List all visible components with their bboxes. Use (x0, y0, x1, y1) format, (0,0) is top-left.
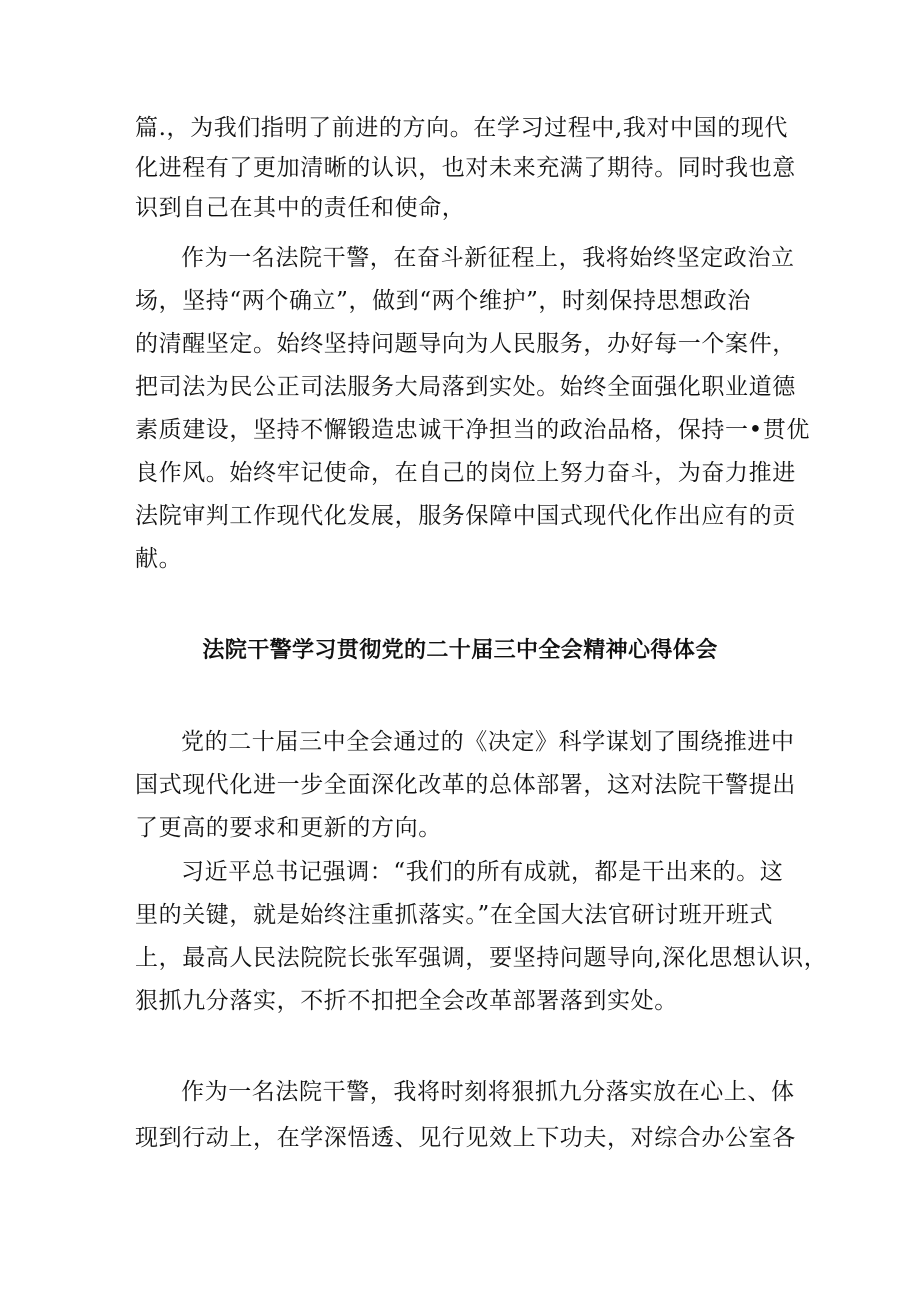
para1-line-1: 篇.，为我们指明了前进的方向。在学习过程中,我对中国的现代 (135, 115, 789, 141)
para2-line-4: 把司法为民公正司法服务大局落到实处。始终全面强化职业道德 (135, 374, 796, 400)
para3-line-2: 国式现代化进一步全面深化改革的总体部署，这对法院干警提出 (135, 772, 796, 798)
para2-line-3: 的清醒坚定。始终坚持问题导向为人民服务，办好每一个案件， (135, 331, 796, 357)
para2-line-8: 献。 (135, 546, 183, 572)
para4-line-3: 上，最高人民法院院长张军强调，要坚持问题导向,深化思想认识， (135, 945, 828, 971)
para4-line-2: 里的关键，就是始终注重抓落实。”在全国大法官研讨班开班式 (135, 902, 774, 928)
para2-line-7: 法院审判工作现代化发展，服务保障中国式现代化作出应有的贡 (135, 503, 796, 529)
para4-line-1: 习近平总书记强调：“我们的所有成就，都是干出来的。这 (181, 859, 784, 885)
para3-line-3: 了更高的要求和更新的方向。 (135, 815, 442, 841)
para5-line-2: 现到行动上，在学深悟透、见行见效上下功夫，对综合办公室各 (135, 1125, 796, 1151)
para1-line-2: 化进程有了更加清晰的认识，也对未来充满了期待。同时我也意 (135, 155, 796, 181)
para2-line-2: 场，坚持“两个确立”，做到“两个维护”，时刻保持思想政治 (135, 288, 751, 314)
para2-line-5: 素质建设，坚持不懈锻造忠诚干净担当的政治品格，保持一•贯优 (135, 417, 810, 443)
para3-line-1: 党的二十届三中全会通过的《决定》科学谋划了围绕推进中 (181, 729, 795, 755)
para1-line-3: 识到自己在其中的责任和使命， (135, 195, 466, 221)
para4-line-4: 狠抓九分落实，不折不扣把全会改革部署落到实处。 (135, 988, 678, 1014)
para2-line-6: 良作风。始终牢记使命，在自己的岗位上努力奋斗，为奋力推进 (135, 460, 796, 486)
para2-line-1: 作为一名法院干警，在奋斗新征程上，我将始终坚定政治立 (181, 245, 795, 271)
para5-line-1: 作为一名法院干警，我将时刻将狠抓九分落实放在心上、体 (181, 1079, 795, 1105)
section-heading: 法院干警学习贯彻党的二十届三中全会精神心得体会 (202, 638, 718, 663)
